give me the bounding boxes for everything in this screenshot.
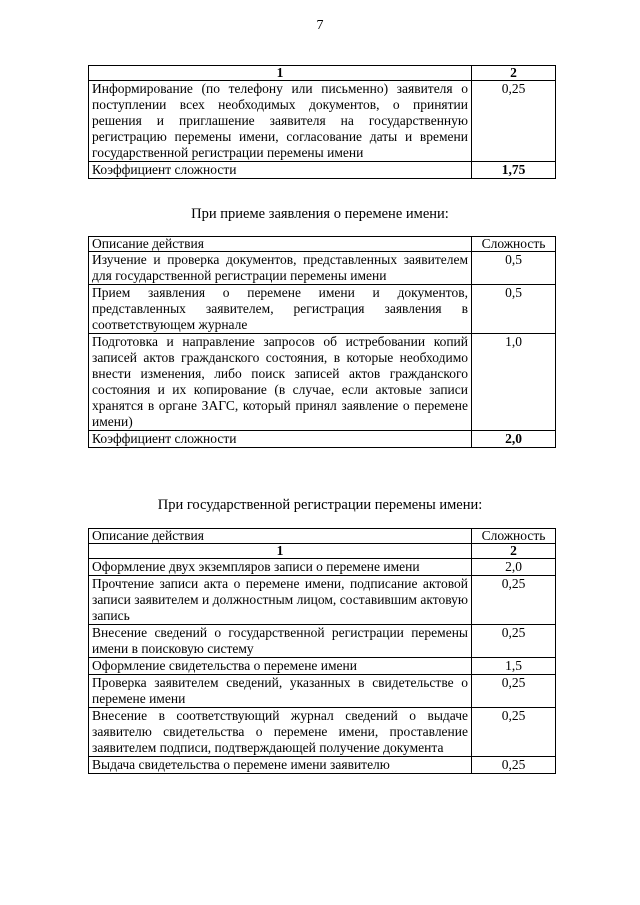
total-row [89, 431, 556, 448]
total-value: 2,0 [472, 431, 556, 448]
table-header-row [89, 237, 556, 252]
table-row [89, 757, 556, 774]
column-number-cell: 2 [472, 544, 556, 559]
table-row [89, 576, 556, 625]
action-description: Внесение в соответствующий журнал сведений о выдаче заявителю свидетельства о перемене имени, проставление заявителем подписи, подтверждающей получение документа [89, 708, 472, 757]
complexity-value: 1,0 [472, 334, 556, 431]
column-number-cell: 2 [472, 66, 556, 81]
complexity-value: 0,25 [472, 757, 556, 774]
complexity-value: 0,5 [472, 252, 556, 285]
complexity-value: 0,25 [472, 708, 556, 757]
table-header-row [89, 529, 556, 544]
description-header: Описание действия [89, 529, 472, 544]
complexity-value: 0,5 [472, 285, 556, 334]
action-description: Информирование (по телефону или письменно) заявителя о поступлении всех необходимых документов, о принятии решения и приглашение заявителя на государственную регистрацию перемены имени, согласование даты и времени государственной регистрации перемены имени [89, 81, 472, 162]
complexity-header: Сложность [472, 237, 556, 252]
table-row [89, 708, 556, 757]
total-value: 1,75 [472, 162, 556, 179]
action-description: Оформление свидетельства о перемене имени [89, 658, 472, 675]
complexity-header: Сложность [472, 529, 556, 544]
table-header-row [89, 66, 556, 81]
action-description: Выдача свидетельства о перемене имени заявителю [89, 757, 472, 774]
total-row [89, 162, 556, 179]
complexity-table-3 [88, 528, 556, 774]
complexity-value: 0,25 [472, 81, 556, 162]
action-description: Подготовка и направление запросов об истребовании копий записей актов гражданского состояния, в которые необходимо внести изменения, либо поиск записей актов гражданского состояния и их копирование (в случае, если актовые записи хранятся в органе ЗАГС, который принял заявление о перемене имени) [89, 334, 472, 431]
column-number-cell: 1 [89, 66, 472, 81]
total-label: Коэффициент сложности [89, 431, 472, 448]
table-row [89, 658, 556, 675]
table-row [89, 334, 556, 431]
complexity-value: 0,25 [472, 625, 556, 658]
complexity-value: 0,25 [472, 675, 556, 708]
action-description: Проверка заявителем сведений, указанных в свидетельстве о перемене имени [89, 675, 472, 708]
table-row [89, 81, 556, 162]
complexity-value: 0,25 [472, 576, 556, 625]
table-row [89, 252, 556, 285]
page-number: 7 [316, 18, 324, 33]
action-description: Внесение сведений о государственной регистрации перемены имени в поисковую систему [89, 625, 472, 658]
complexity-value: 1,5 [472, 658, 556, 675]
action-description: Прием заявления о перемене имени и документов, представленных заявителем, регистрация заявления в соответствующем журнале [89, 285, 472, 334]
table-row [89, 285, 556, 334]
table-row [89, 559, 556, 576]
column-number-cell: 1 [89, 544, 472, 559]
action-description: Изучение и проверка документов, представленных заявителем для государственной регистрации перемены имени [89, 252, 472, 285]
table-row [89, 625, 556, 658]
complexity-value: 2,0 [472, 559, 556, 576]
column-number-row [89, 544, 556, 559]
description-header: Описание действия [89, 237, 472, 252]
section-caption: При государственной регистрации перемены имени: [157, 497, 483, 513]
table-row [89, 675, 556, 708]
complexity-table-1 [88, 65, 556, 179]
complexity-table-2 [88, 236, 556, 448]
total-label: Коэффициент сложности [89, 162, 472, 179]
action-description: Оформление двух экземпляров записи о перемене имени [89, 559, 472, 576]
section-caption: При приеме заявления о перемене имени: [191, 206, 449, 222]
action-description: Прочтение записи акта о перемене имени, подписание актовой записи заявителем и должностным лицом, составившим актовую запись [89, 576, 472, 625]
